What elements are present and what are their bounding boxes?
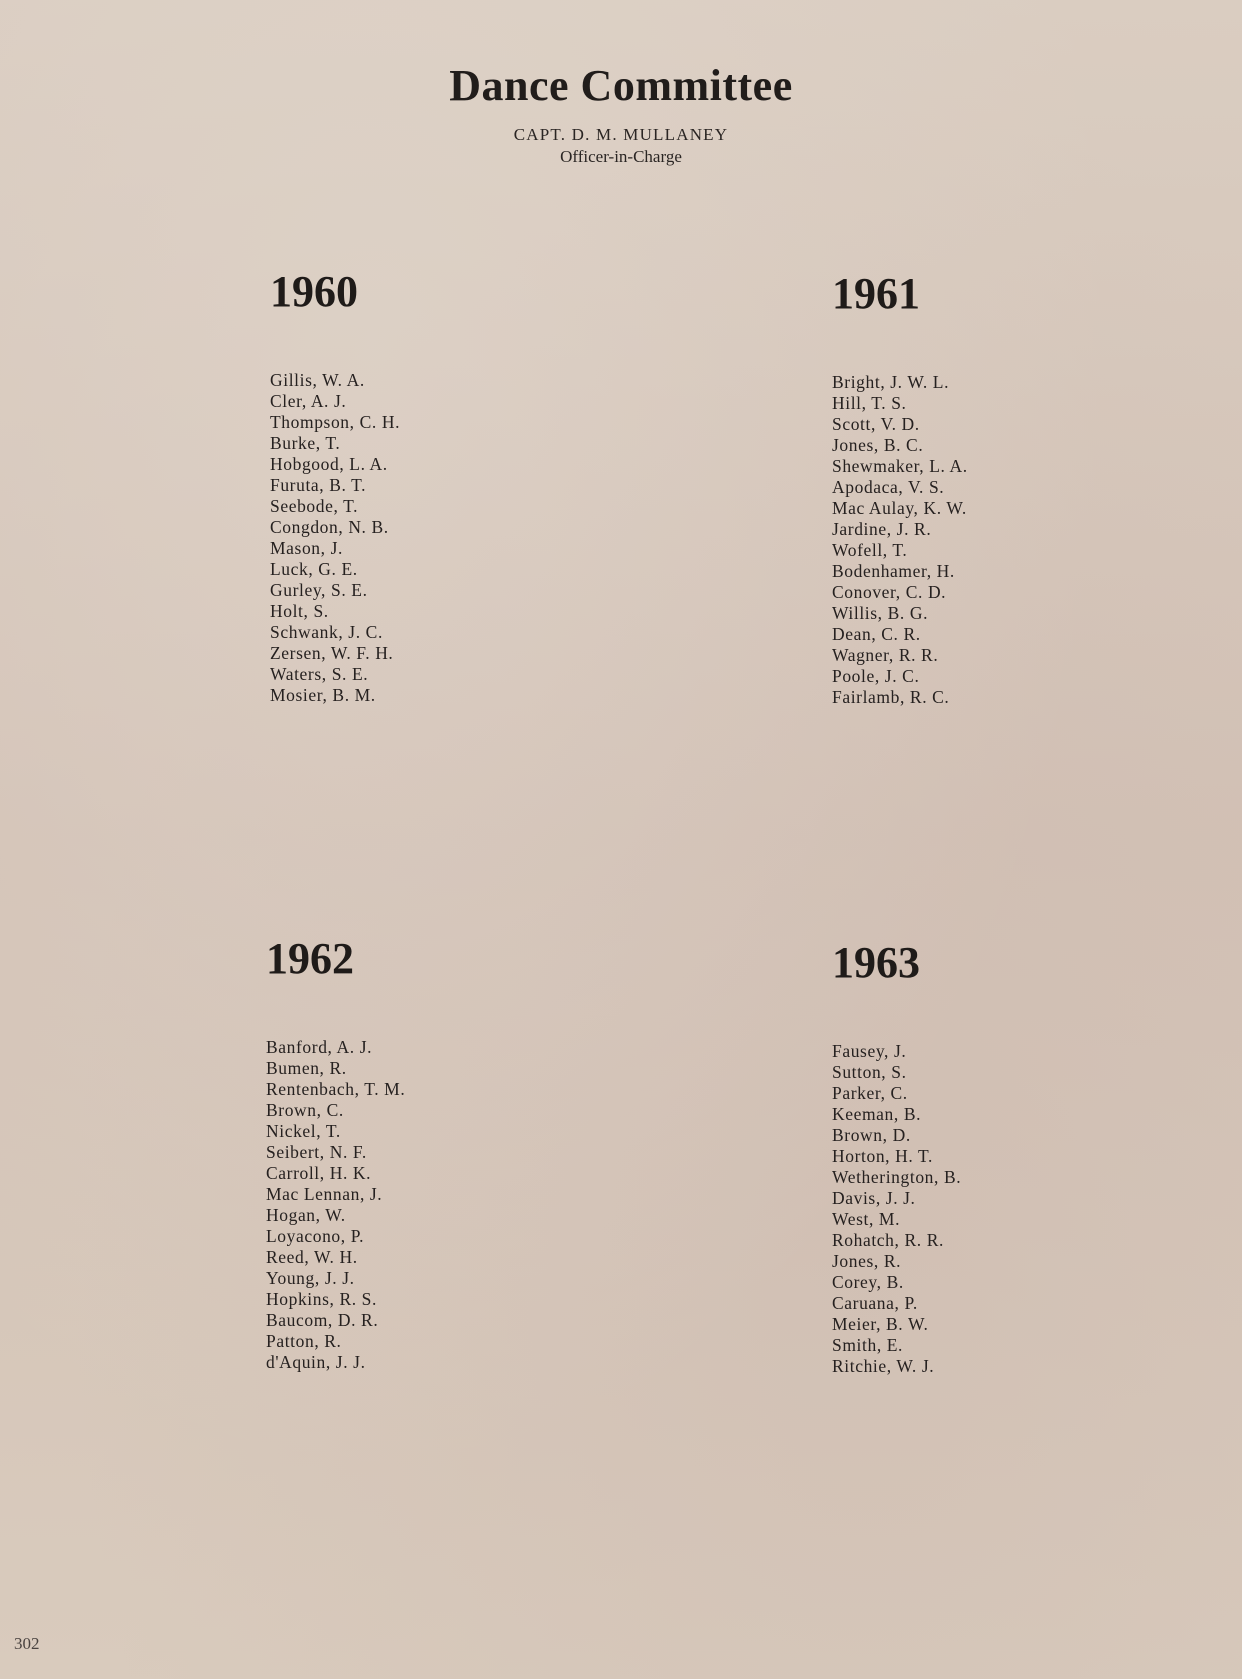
member-name: Thompson, C. H. [270, 412, 401, 432]
member-name: Loyacono, P. [266, 1226, 365, 1246]
member-name: Poole, J. C. [832, 666, 920, 686]
member-name: Sutton, S. [832, 1062, 907, 1082]
year-heading: 1963 [832, 938, 920, 987]
year-heading: 1960 [270, 267, 358, 316]
member-name: Gurley, S. E. [270, 580, 368, 600]
page-number: 302 [14, 1634, 40, 1653]
member-name: Meier, B. W. [832, 1314, 929, 1334]
member-name: Rohatch, R. R. [832, 1230, 944, 1250]
member-name: Hill, T. S. [832, 393, 907, 413]
member-name: Wagner, R. R. [832, 645, 939, 665]
member-name: Holt, S. [270, 601, 329, 621]
member-name: Young, J. J. [266, 1268, 355, 1288]
member-name: Wofell, T. [832, 540, 908, 560]
member-name: Zersen, W. F. H. [270, 643, 394, 663]
member-name: Mosier, B. M. [270, 685, 376, 705]
member-name: Seibert, N. F. [266, 1142, 367, 1162]
member-list [832, 372, 968, 708]
member-name: Fausey, J. [832, 1041, 907, 1061]
year-heading: 1962 [266, 934, 354, 983]
section-1962 [266, 933, 405, 1373]
member-name: Schwank, J. C. [270, 622, 383, 642]
member-name: Rentenbach, T. M. [266, 1079, 406, 1099]
member-list [270, 370, 400, 706]
member-name: Scott, V. D. [832, 414, 920, 434]
member-name: Bodenhamer, H. [832, 561, 955, 581]
member-name: Cler, A. J. [270, 391, 347, 411]
member-name: Bright, J. W. L. [832, 372, 950, 392]
member-name: Fairlamb, R. C. [832, 687, 950, 707]
member-name: Smith, E. [832, 1335, 904, 1355]
member-name: Hopkins, R. S. [266, 1289, 377, 1309]
member-name: Waters, S. E. [270, 664, 369, 684]
member-name: Keeman, B. [832, 1104, 922, 1124]
member-name: Hogan, W. [266, 1205, 346, 1225]
member-name: Jardine, J. R. [832, 519, 932, 539]
member-name: Dean, C. R. [832, 624, 921, 644]
member-name: Corey, B. [832, 1272, 904, 1292]
member-list [832, 1041, 961, 1377]
member-name: Willis, B. G. [832, 603, 929, 623]
section-1963 [832, 937, 961, 1377]
member-name: West, M. [832, 1209, 901, 1229]
member-name: Gillis, W. A. [270, 370, 365, 390]
member-name: Mac Aulay, K. W. [832, 498, 967, 518]
member-name: Banford, A. J. [266, 1037, 373, 1057]
member-name: Apodaca, V. S. [832, 477, 945, 497]
member-name: Brown, D. [832, 1125, 911, 1145]
member-name: Reed, W. H. [266, 1247, 358, 1267]
member-name: Carroll, H. K. [266, 1163, 372, 1183]
member-name: Bumen, R. [266, 1058, 347, 1078]
member-name: Seebode, T. [270, 496, 359, 516]
member-name: Horton, H. T. [832, 1146, 933, 1166]
member-name: Wetherington, B. [832, 1167, 962, 1187]
member-name: Burke, T. [270, 433, 341, 453]
page-title: Dance Committee [449, 61, 793, 110]
member-name: Patton, R. [266, 1331, 342, 1351]
member-list [266, 1037, 405, 1373]
member-name: Davis, J. J. [832, 1188, 916, 1208]
member-name: Jones, R. [832, 1251, 902, 1271]
section-1960 [270, 266, 400, 706]
member-name: Congdon, N. B. [270, 517, 389, 537]
page-header [0, 58, 1242, 168]
member-name: Mason, J. [270, 538, 343, 558]
member-name: Conover, C. D. [832, 582, 947, 602]
year-heading: 1961 [832, 269, 920, 318]
member-name: Shewmaker, L. A. [832, 456, 968, 476]
member-name: Jones, B. C. [832, 435, 924, 455]
officer-name: CAPT. D. M. MULLANEY [513, 125, 729, 144]
member-name: Brown, C. [266, 1100, 344, 1120]
member-name: Parker, C. [832, 1083, 908, 1103]
member-name: d'Aquin, J. J. [266, 1352, 366, 1372]
member-name: Nickel, T. [266, 1121, 341, 1141]
member-name: Luck, G. E. [270, 559, 358, 579]
member-name: Furuta, B. T. [270, 475, 367, 495]
member-name: Hobgood, L. A. [270, 454, 388, 474]
member-name: Caruana, P. [832, 1293, 918, 1313]
member-name: Baucom, D. R. [266, 1310, 379, 1330]
member-name: Ritchie, W. J. [832, 1356, 935, 1376]
officer-role: Officer-in-Charge [560, 147, 682, 166]
member-name: Mac Lennan, J. [266, 1184, 383, 1204]
section-1961 [832, 268, 968, 708]
